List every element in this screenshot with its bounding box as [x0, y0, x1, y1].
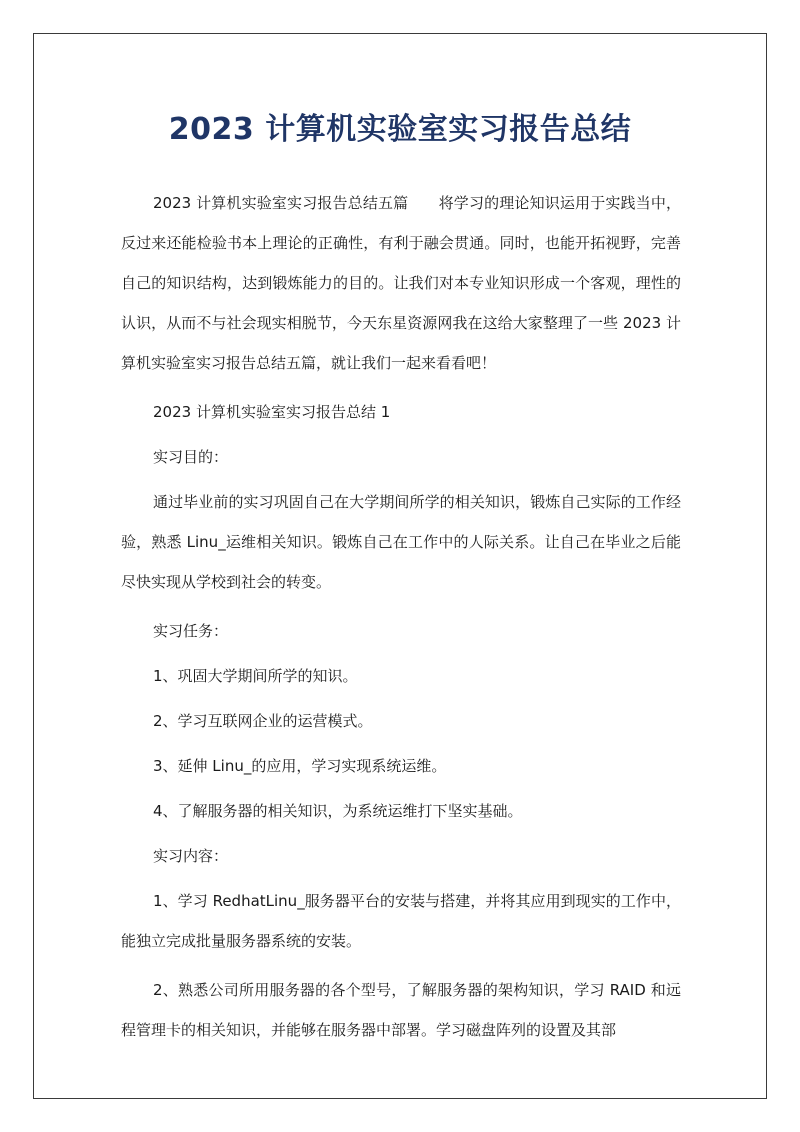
paragraph-intro: 2023 计算机实验室实习报告总结五篇 将学习的理论知识运用于实践当中，反过来还能检验书本上理论的正确性，有利于融会贯通。同时，也能开拓视野，完善自己的知识结构，达到锻炼能力的目的。让我们对本专业知识形成一个客观，理性的认识，从而不与社会现实相脱节，今天东星资源网我在这给大家整理了一些 2023 计算机实验室实习报告总结五篇，就让我们一起来看看吧！ — [121, 194, 681, 372]
paragraph-content-2: 2、熟悉公司所用服务器的各个型号，了解服务器的架构知识，学习 RAID 和远程管理卡的相关知识，并能够在服务器中部署。学习磁盘阵列的设置及其部 — [121, 981, 681, 1039]
paragraph-content-1: 1、学习 RedhatLinu_服务器平台的安装与搭建，并将其应用到现实的工作中，能独立完成批量服务器系统的安装。 — [121, 892, 681, 950]
paragraph-objective-label: 实习目的： — [153, 448, 229, 466]
paragraph-section-heading: 2023 计算机实验室实习报告总结 1 — [153, 403, 391, 421]
paragraph-task-1: 1、巩固大学期间所学的知识。 — [153, 667, 358, 685]
document-body — [121, 183, 681, 1059]
paragraph-task-3: 3、延伸 Linu_的应用，学习实现系统运维。 — [153, 757, 447, 775]
paragraph-objective: 通过毕业前的实习巩固自己在大学期间所学的相关知识，锻炼自己实际的工作经验，熟悉 Linu_运维相关知识。锻炼自己在工作中的人际关系。让自己在毕业之后能尽快实现从学校到社会的转变。 — [121, 493, 681, 591]
paragraph-task-2: 2、学习互联网企业的运营模式。 — [153, 712, 373, 730]
document-title: 2023 计算机实验室实习报告总结 — [168, 112, 632, 147]
paragraph-tasks-label: 实习任务： — [153, 622, 229, 640]
paragraph-content-label: 实习内容： — [153, 847, 229, 865]
paragraph-task-4: 4、了解服务器的相关知识，为系统运维打下坚实基础。 — [153, 802, 523, 820]
